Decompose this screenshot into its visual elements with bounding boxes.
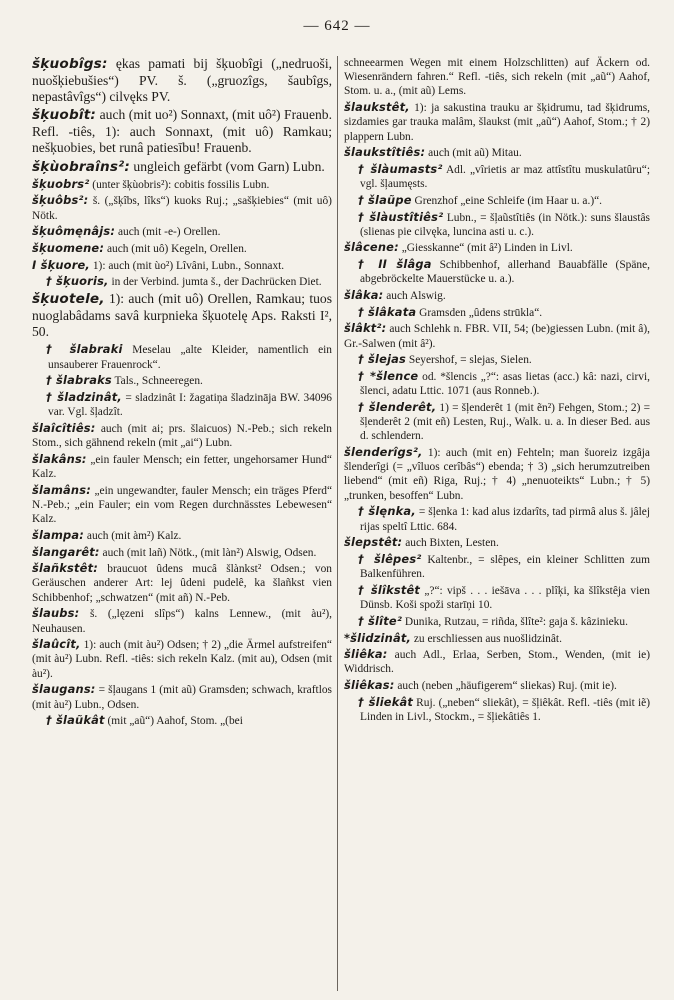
dictionary-entry: [344, 100, 650, 144]
entry-headword: šķuomene:: [32, 240, 105, 255]
entry-headword: † šlîte²: [358, 613, 403, 628]
dictionary-entry: [344, 305, 650, 320]
entry-text: 1): auch (mit ùo²) Lîvâni, Lubn., Sonnaxt.: [92, 259, 285, 272]
entry-headword: † šlabraki: [46, 342, 123, 357]
entry-text: Tals., Schneeregen.: [114, 375, 203, 388]
dictionary-entry: [32, 177, 332, 192]
dictionary-entry: [344, 193, 650, 208]
entry-text: auch (mit àm²) Kalz.: [86, 529, 182, 542]
entry-text: Adl. „vîrietis ar maz attîstîtu muskulatûru“; vgl. šļaumęsts.: [360, 163, 651, 191]
entry-text: „ein ungewandter, fauler Mensch; ein träges Pferd“ N.-Peb.; „ein Fauler; ein vom Regen durchnässtes Lebewesen“ Kalz.: [32, 484, 332, 526]
right-column: [344, 56, 650, 726]
entry-headword: šlaîcîtiês:: [32, 420, 96, 435]
entry-headword: šlangarêt:: [32, 544, 100, 559]
entry-headword: † šliekât: [358, 694, 414, 709]
entry-text: (mit „aũ“) Aahof, Stom. „(bei: [107, 715, 243, 728]
entry-text: Lubn., = šļaũstîtiês (in Nötk.): suns šlaustâs (slienas pie cilvęka, luncina asti u. c.).: [360, 211, 650, 238]
entry-headword: † šlabraks: [46, 373, 112, 388]
dictionary-entry: [32, 56, 332, 106]
dictionary-entry: [344, 631, 650, 646]
entry-text: ungleich gefärbt (vom Garn) Lubn.: [133, 158, 325, 174]
entry-headword: † šlaũkât: [46, 713, 105, 728]
entry-text: š. („lęzeni slîps“) kalns Lennew., (mit àu²), Neuhausen.: [32, 608, 332, 635]
dictionary-entry: [32, 107, 332, 157]
dictionary-entry: [344, 162, 650, 191]
entry-headword: † šlaũpe: [358, 192, 412, 207]
entry-headword: šliêkas:: [344, 678, 395, 693]
entry-text: in der Verbind. jumta š., der Dachrücken Diet.: [111, 276, 322, 289]
entry-headword: † šlâkata: [358, 304, 417, 319]
dictionary-entry: [32, 390, 332, 419]
entry-headword: † šlenderêt,: [358, 399, 437, 414]
entry-text: zu erschliessen aus nuošlidzinât.: [413, 632, 562, 645]
entry-text: auch (mit lañ) Nötk., (mit làn²) Alswig, Odsen.: [102, 546, 317, 559]
dictionary-entry: [32, 193, 332, 222]
dictionary-entry: [32, 291, 332, 341]
entry-headword: šlaubs:: [32, 606, 80, 621]
entry-text: „?“: vipš . . . iešāva . . . plîķi, ka šlîkstêja vien Dünsb. Koši spoži starīņi 10.: [360, 584, 650, 612]
entry-headword: *šlidzinât,: [344, 630, 412, 645]
dictionary-entry: [32, 561, 332, 605]
dictionary-entry: [344, 535, 650, 550]
entry-text: 1): auch (mit uô) Orellen, Ramkau; tuos nuoglabâdams savâ kurpnieka šķuotelę Aps. Raksti I², 50.: [32, 291, 332, 340]
dictionary-entry: [344, 504, 650, 533]
entry-headword: šlaukstîtiês:: [344, 145, 426, 160]
entry-text: š. („šķîbs, lîks“) kuoks Ruj.; „sašķiebies“ (mit uô) Nötk.: [32, 195, 332, 222]
entry-headword: šķuômęnâjs:: [32, 224, 116, 239]
entry-text: auch (mit uo²) Sonnaxt, (mit uô²) Frauenb. Refl. -tiês, 1): auch Sonnaxt, (mit uô) Ramkau; nešķuobies, bet runâ patiesību! Frauenb.: [32, 107, 332, 156]
dictionary-entry: [344, 352, 650, 367]
entry-text: Gramsden „ûdens strūkla“.: [419, 306, 543, 319]
entry-headword: šķuotele,: [32, 291, 105, 308]
entry-text: auch (mit ai; prs. šlaicuos) N.-Peb.; sich rekeln Stom., sich gähnend rekeln (mit „ai“) Lubn.: [32, 422, 332, 450]
dictionary-entry: [344, 400, 650, 444]
entry-text: Seyershof, = slejas, Sielen.: [408, 354, 532, 367]
dictionary-entry: [344, 288, 650, 303]
dictionary-entry: [32, 159, 332, 176]
entry-headword: † šlêpes²: [358, 552, 422, 566]
entry-text: (unter šķùobris²): cobitis fossilis Lubn.: [92, 178, 270, 191]
dictionary-entry: [344, 56, 650, 99]
entry-text: Kaltenbr., = slêpes, ein kleiner Schlitten zum Balkenführen.: [360, 554, 650, 581]
dictionary-entry: [344, 257, 650, 286]
entry-headword: šlâcene:: [344, 240, 399, 255]
entry-headword: šliêka:: [344, 647, 388, 662]
dictionary-entry: [32, 421, 332, 450]
entry-headword: šlaukstêt,: [344, 100, 410, 115]
entry-text: 1): auch (mit en) Fehteln; man šuoreiz izgâja šlenderîgi (= „vîluos cerîbâs“) ebenda; † 3) „sich herumzutreiben liebend“ (mit eñ) Riga, Ruj.; † 4) „nenuoteikts“ Lubn.; † 5) „trunken, besoffen“ Lubn.: [344, 447, 650, 502]
entry-text: auch Adl., Erlaa, Serben, Stom., Wenden, (mit ie) Widdrisch.: [344, 649, 650, 676]
dictionary-entry: [344, 695, 650, 724]
dictionary-entry: [32, 713, 332, 728]
dictionary-entry: [32, 606, 332, 635]
entry-headword: † šķuoris,: [46, 274, 109, 289]
entry-headword: šlaûcît,: [32, 637, 81, 652]
entry-headword: † šlęnka,: [358, 504, 416, 519]
entry-text: schneearmen Wegen mit einem Holzschlitten) auf Äckern od. Wiesenrändern fahren.“ Refl. -tiês, sich rekeln (mit „aũ“) Aahof, Stom. u. a., (mit aũ) Lems.: [344, 57, 650, 98]
entry-headword: † šlejas: [358, 352, 407, 367]
entry-headword: šķùobraîns²:: [32, 158, 130, 175]
entry-headword: † *šlence: [358, 369, 419, 384]
dictionary-entry: [344, 678, 650, 693]
dictionary-entry: [32, 452, 332, 481]
entry-text: auch (mit -e-) Orellen.: [117, 226, 221, 239]
entry-text: 1) = šļenderêt 1 (mit ẽn²) Fehgen, Stom.; 2) = šļenderêt 2 (mit eñ) Lesten, Ruj., Walk. u. a. In dieser Bed. aus d. schlendern.: [360, 401, 651, 443]
entry-text: braucuot ûdens mucâ šlànkst² Odsen.; von Geräuschen anderer Art: lej ûdeni pudelê, ka šlañkst vien Schibbenhof; „schwatzen“ (mit añ) N.-Peb.: [32, 563, 332, 604]
entry-headword: šlâkt²:: [344, 321, 387, 336]
entry-text: „ein fauler Mensch; ein fetter, ungehorsamer Hund“ Kalz.: [32, 453, 332, 480]
dictionary-entry: [344, 583, 650, 612]
dictionary-entry: [344, 647, 650, 676]
dictionary-entry: [32, 342, 332, 371]
entry-text: Meselau „alte Kleider, namentlich ein unsauberer Frauenrock“.: [48, 344, 332, 371]
entry-headword: šķuobît:: [32, 107, 97, 124]
entry-headword: † šlàustîtiês²: [358, 209, 444, 224]
entry-text: 1): ja sakustina trauku ar šķidrumu, tad šķidrums, sizdamies gar trauka malâm, šlaukst (mit „aũ“) Aahof, Stom.; † 2) plappern Lubn.: [344, 102, 650, 143]
dictionary-entry: [344, 369, 650, 398]
entry-text: ękas pamati bij šķuobîgi („nedruoši, nuošķiebušies“) PV. š. („gruozîgs, šaubîgs, nepastâvîgs“) cilvęks PV.: [32, 56, 332, 105]
dictionary-entry: [32, 241, 332, 256]
dictionary-entry: [32, 483, 332, 527]
entry-headword: šlaugans:: [32, 682, 96, 697]
column-divider: [337, 56, 338, 991]
dictionary-entry: [32, 224, 332, 239]
entry-headword: šlañkstêt:: [32, 561, 99, 576]
entry-text: auch Alswig.: [386, 290, 446, 303]
dictionary-entry: [32, 528, 332, 543]
entry-text: auch Bixten, Lesten.: [405, 537, 499, 550]
dictionary-entry: [344, 614, 650, 629]
dictionary-entry: [344, 145, 650, 160]
dictionary-entry: [344, 240, 650, 255]
entry-headword: šķuobîgs:: [32, 56, 108, 72]
dictionary-entry: [32, 545, 332, 560]
entry-headword: † II šlâga: [358, 257, 432, 272]
entry-headword: šķuobrs²: [32, 176, 90, 191]
entry-text: od. *šlencis „?“: asas lietas (acc.) kâ: nazi, cirvi, šlenci, adatu Lttic. 1071 (aus Ronneb.).: [360, 371, 650, 398]
entry-text: = sladzinât I: žagatiņa šladzināja BW. 34096 var. Vgl. šļadzît.: [48, 391, 332, 419]
entry-headword: † šlàumasts²: [358, 161, 443, 176]
entry-headword: † šladzinât,: [46, 389, 122, 404]
entry-text: auch (neben „häufigerem“ sliekas) Ruj. (mit ie).: [397, 680, 617, 693]
entry-text: „Giesskanne“ (mit â²) Linden in Livl.: [401, 242, 573, 255]
entry-headword: šķuôbs²:: [32, 193, 89, 208]
page-number: — 642 —: [303, 18, 371, 34]
entry-headword: šlakâns:: [32, 451, 87, 466]
entry-headword: šlamâns:: [32, 482, 91, 497]
dictionary-entry: [32, 682, 332, 711]
dictionary-entry: [32, 637, 332, 681]
entry-headword: šlenderîgs²,: [344, 445, 423, 460]
entry-text: auch Schlehk n. FBR. VII, 54; (be)giessen Lubn. (mit â), Gr.-Salwen (mit â²).: [344, 323, 650, 350]
dictionary-entry: [344, 552, 650, 581]
entry-text: auch (mit aũ) Mitau.: [428, 147, 522, 160]
dictionary-entry: [32, 274, 332, 289]
entry-text: auch (mit uô) Kegeln, Orellen.: [106, 242, 247, 255]
entry-headword: † šlîkstêt: [358, 582, 421, 597]
dictionary-entry: [32, 373, 332, 388]
entry-text: = šļaugans 1 (mit aũ) Gramsden; schwach, kraftlos (mit àu²) Lubn., Odsen.: [32, 684, 332, 711]
entry-headword: šlepstêt:: [344, 535, 403, 550]
entry-text: Dunika, Rutzau, = riñda, šlîte²: gaja š. kâzinieku.: [404, 615, 628, 628]
entry-text: Schibbenhof, allerhand Bauabfälle (Späne, abgebröckelte Mauerstücke u. a.).: [360, 259, 650, 286]
left-column: [32, 56, 332, 730]
entry-headword: šlampa:: [32, 527, 85, 542]
entry-headword: šlâka:: [344, 288, 384, 303]
dictionary-entry: [344, 445, 650, 503]
entry-text: Ruj. („neben“ sliekât), = šļiêkât. Refl. -tiês (mit iẽ) Linden in Livl., Stockm., = šļiekâtiês 1.: [360, 696, 650, 724]
entry-text: 1): auch (mit àu²) Odsen; † 2) „die Ärmel aufstreifen“ (mit àu²) Lubn. Refl. -tiês: sich rekeln Kalz. (mit au), Odsen (mit àu²).: [32, 639, 332, 680]
dictionary-entry: [32, 258, 332, 273]
dictionary-entry: [344, 210, 650, 239]
entry-headword: I šķuore,: [32, 257, 90, 272]
entry-text: = šļenka 1: kad alus izdarîts, tad pirmâ alus š. jâlej rijas speltî Lttic. 684.: [360, 506, 651, 533]
dictionary-entry: [344, 321, 650, 350]
entry-text: Grenzhof „eine Schleife (im Haar u. a.)“.: [414, 194, 603, 207]
